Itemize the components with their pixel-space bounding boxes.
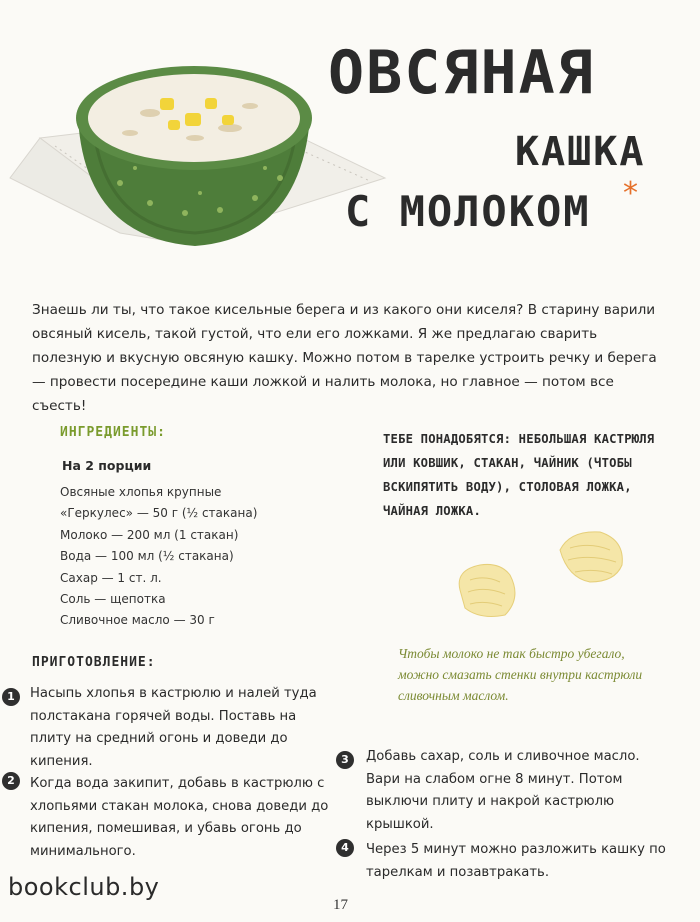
title-line-2: КАШКА (515, 129, 646, 175)
ingredient-item: Вода — 100 мл (½ стакана) (60, 549, 234, 564)
title-line-3: С МОЛОКОМ (345, 187, 591, 236)
ingredients-list (60, 482, 257, 632)
page-number: 17 (333, 897, 348, 913)
star-icon: * (623, 176, 638, 211)
portions-label: На 2 порции (62, 458, 152, 473)
ingredient-item: Овсяные хлопья крупные (60, 485, 222, 499)
step-text: Через 5 минут можно разложить кашку по тарелкам и позавтракать. (366, 842, 666, 880)
step-number-badge: 3 (336, 751, 354, 769)
title-line-1: ОВСЯНАЯ (328, 38, 595, 108)
ingredient-item: Сливочное масло — 30 г (60, 613, 215, 628)
ingredient-item: Молоко — 200 мл (1 стакан) (60, 527, 239, 542)
step-number-badge: 2 (2, 772, 20, 790)
hint-note: Чтобы молоко не так быстро убегало, можно смазать стенки внутри кастрюли сливочным маслом. (398, 646, 643, 703)
intro-paragraph: Знаешь ли ты, что такое кисельные берега и из какого они киселя? В старину варили овсяный кисель, такой густой, что ели его ложками. Я же предлагаю сварить полезную и вкусную овсяную кашку. Можно потом в тарелке устроить речку и берега — провести посередине каши ложкой и налить молока, но главное — потом все съесть! (32, 302, 657, 414)
tools-list: ТЕБЕ ПОНАДОБЯТСЯ: НЕБОЛЬШАЯ КАСТРЮЛЯ ИЛИ КОВШИК, СТАКАН, ЧАЙНИК (ЧТОБЫ ВСКИПЯТИТЬ ВОДУ), СТОЛОВАЯ ЛОЖКА, ЧАЙНАЯ ЛОЖКА. (383, 432, 655, 518)
ingredients-heading: ИНГРЕДИЕНТЫ: (60, 425, 166, 440)
ingredient-item: «Геркулес» — 50 г (½ стакана) (60, 506, 258, 521)
ingredient-item: Сахар — 1 ст. л. (60, 570, 162, 585)
step-text: Когда вода закипит, добавь в кастрюлю с хлопьями стакан молока, снова доведи до кипения, помешивая, и убавь огонь до минимального. (30, 776, 329, 859)
butter-illustration (440, 520, 640, 630)
step-number-badge: 4 (336, 839, 354, 857)
watermark-logo: bookclub.by (8, 873, 160, 901)
step-number-badge: 1 (2, 688, 20, 706)
preparation-heading: ПРИГОТОВЛЕНИЕ: (32, 655, 156, 670)
step-text: Добавь сахар, соль и сливочное масло. Вари на слабом огне 8 минут. Потом выключи плиту и накрой кастрюлю крышкой. (366, 749, 640, 832)
step-text: Насыпь хлопья в кастрюлю и налей туда полстакана горячей воды. Поставь на плиту на средний огонь и доведи до кипения. (30, 686, 317, 769)
ingredient-item: Соль — щепотка (60, 592, 166, 607)
